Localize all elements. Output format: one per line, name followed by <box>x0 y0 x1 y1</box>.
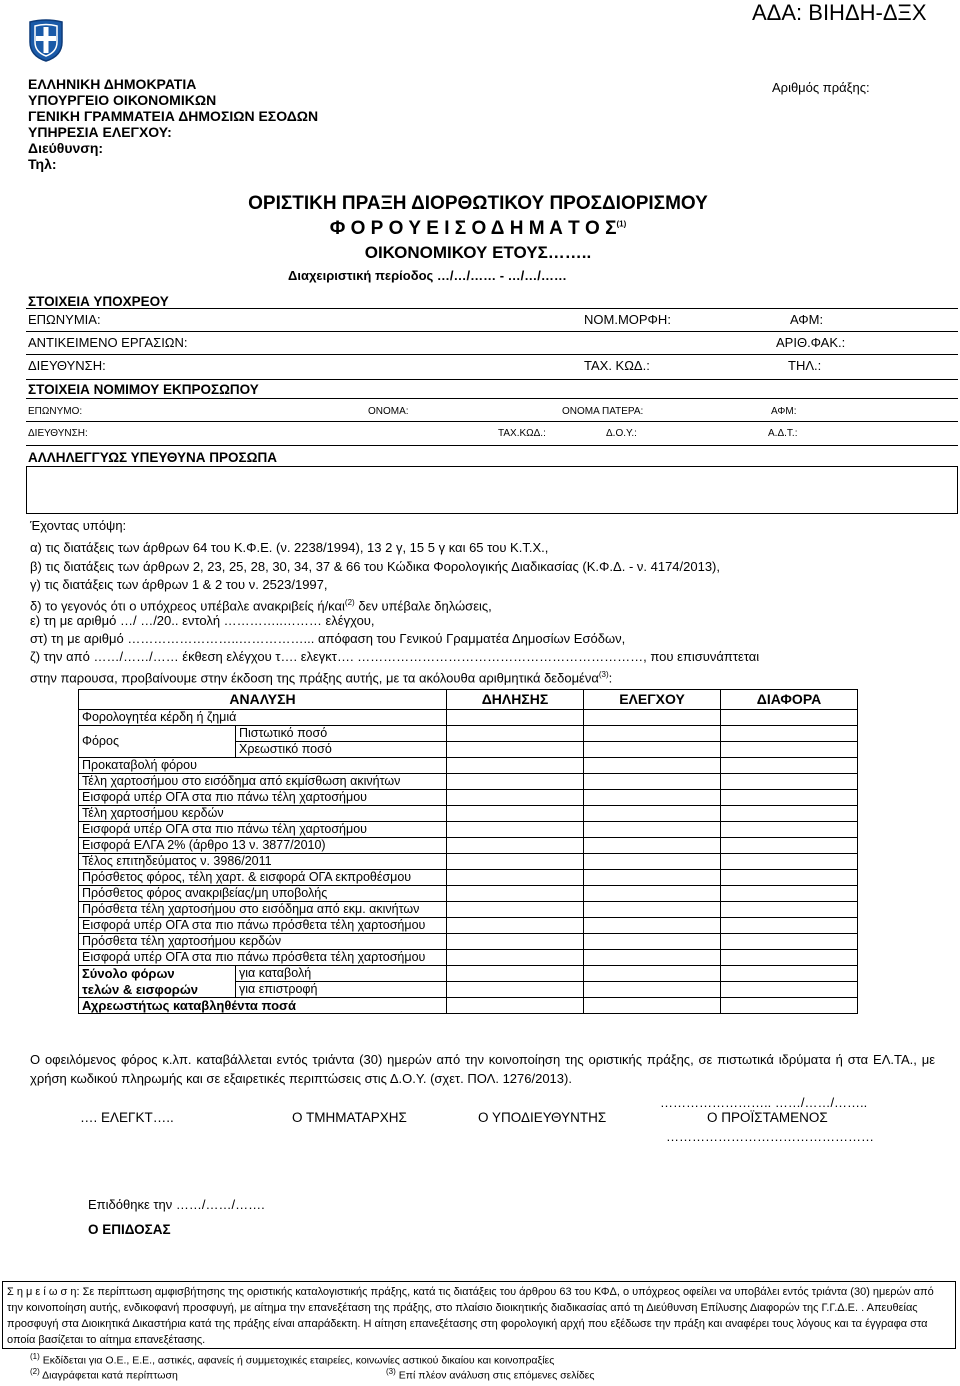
row-label: Τέλη χαρτοσήμου κερδών <box>79 806 447 822</box>
jointly-box <box>26 466 958 514</box>
row-label: Φορολογητέα κέρδη ή ζημιά <box>79 710 447 726</box>
row-label: Εισφορά υπέρ ΟΓΑ στα πιο πάνω τέλη χαρτοσήμου <box>79 822 447 838</box>
header-line: Τηλ: <box>28 156 57 172</box>
row-sublabel: Πιστωτικό ποσό <box>236 726 447 742</box>
column-header: ΔΗΛΗΣΗΣ <box>447 690 584 710</box>
obligor-legal-form: ΝΟΜ.ΜΟΡΦΗ: <box>584 312 671 327</box>
document-title: ΟΡΙΣΤΙΚΗ ΠΡΑΞΗ ΔΙΟΡΘΩΤΙΚΟΥ ΠΡΟΣΔΙΟΡΙΣΜΟΥ <box>248 193 708 214</box>
delivery-date: Επιδόθηκε την ……/……/……. <box>88 1197 265 1212</box>
row-label: Σύνολο φόρων <box>79 966 236 982</box>
rep-adt: Α.Δ.Τ.: <box>768 428 798 439</box>
footnote-ref: (3) <box>386 1367 396 1376</box>
row-sublabel: Χρεωστικό ποσό <box>236 742 447 758</box>
header-line: ΥΠΟΥΡΓΕΙΟ ΟΙΚΟΝΟΜΙΚΩΝ <box>28 92 217 108</box>
table-row <box>79 918 858 934</box>
footnote-text: Διαγράφεται κατά περίπτωση <box>42 1369 178 1382</box>
representative-section-title: ΣΤΟΙΧΕΙΑ ΝΟΜΙΜΟΥ ΕΚΠΡΟΣΩΠΟΥ <box>28 382 259 397</box>
table-row <box>79 710 858 726</box>
row-label: Προκαταβολή φόρου <box>79 758 447 774</box>
considering-item: στην παρουσα, προβαίνουμε στην έκδοση της πράξης αυτής, με τα ακόλουθα αριθμητικά δεδομένα <box>30 670 599 686</box>
management-period: Διαχειριστική περίοδος …/…/…… - …/…/…… <box>288 268 567 283</box>
footnote-ref: (2) <box>30 1367 40 1376</box>
jointly-section-title: ΑΛΛΗΛΕΓΓΥΩΣ ΥΠΕΥΘΥΝΑ ΠΡΟΣΩΠΑ <box>28 450 277 465</box>
obligor-file-no: ΑΡΙΘ.ΦΑΚ.: <box>776 335 846 350</box>
greek-emblem-icon <box>26 18 66 62</box>
obligor-afm: ΑΦΜ: <box>790 312 824 327</box>
considering-item: ζ) την από ……/……/…… έκθεση ελέγχου τ…. ελεγκτ…. …………………………………………………………, που επισυνάπτεται <box>30 649 760 664</box>
signature-head: Ο ΤΜΗΜΑΤΑΡΧΗΣ <box>292 1110 407 1125</box>
obligor-surname: ΕΠΩΝΥΜΙΑ: <box>28 312 101 327</box>
rep-surname: ΕΠΩΝΥΜΟ: <box>28 406 83 417</box>
row-sublabel: για επιστροφή <box>236 982 447 998</box>
header-line: Διεύθυνση: <box>28 140 104 156</box>
table-row <box>79 726 858 742</box>
table-row <box>79 758 858 774</box>
table-row <box>79 934 858 950</box>
row-label: Εισφορά υπέρ ΟΓΑ στα πιο πάνω τέλη χαρτοσήμου <box>79 790 447 806</box>
footnote-ref: (3) <box>598 670 609 679</box>
footer-note-box <box>2 1281 956 1349</box>
row-sublabel: για καταβολή <box>236 966 447 982</box>
obligor-postcode: ΤΑΧ. ΚΩΔ.: <box>584 358 650 373</box>
rep-address: ΔΙΕΥΘΥΝΣΗ: <box>28 428 88 439</box>
representative-box <box>26 398 958 446</box>
ada-code: ΑΔΑ: ΒΙΗΔΗ-ΔΞΧ <box>752 0 927 25</box>
considering-final <box>30 666 612 687</box>
row-label: τελών & εισφορών <box>79 982 236 998</box>
signature-director: Ο ΠΡΟΪΣΤΑΜΕΝΟΣ <box>707 1110 828 1125</box>
considering-colon: : <box>608 670 613 686</box>
row-label: Εισφορά υπέρ ΟΓΑ στα πιο πάνω πρόσθετα τέλη χαρτοσήμου <box>79 918 447 934</box>
row-label: Φόρος <box>79 726 236 758</box>
footnote-1 <box>30 1352 554 1367</box>
rep-doy: Δ.Ο.Υ.: <box>606 428 637 439</box>
table-row <box>79 950 858 966</box>
footnote-ref: (1) <box>616 219 627 229</box>
column-header: ΔΙΑΦΟΡΑ <box>721 690 858 710</box>
obligor-activity: ΑΝΤΙΚΕΙΜΕΝΟ ΕΡΓΑΣΙΩΝ: <box>28 335 188 350</box>
row-label: Εισφορά υπέρ ΟΓΑ στα πιο πάνω πρόσθετα τέλη χαρτοσήμου <box>79 950 447 966</box>
rep-postcode: ΤΑΧ.ΚΩΔ.: <box>498 428 546 439</box>
column-header: ΕΛΕΓΧΟΥ <box>584 690 721 710</box>
table-row <box>79 998 858 1014</box>
row-label: Πρόσθετα τέλη χαρτοσήμου στο εισόδημα από εκμ. ακινήτων <box>79 902 447 918</box>
row-label: Αχρεωστήτως καταβληθέντα ποσά <box>79 998 447 1014</box>
act-number-label: Αριθμός πράξης: <box>772 80 870 95</box>
fiscal-year: ΟΙΚΟΝΟΜΙΚΟΥ ΕΤΟΥΣ…….. <box>364 243 592 262</box>
obligor-section-title: ΣΤΟΙΧΕΙΑ ΥΠΟΧΡΕΟΥ <box>28 294 169 309</box>
footnote-text: Επί πλέον ανάλυση στις επόμενες σελίδες <box>398 1369 595 1382</box>
footnote-3 <box>386 1367 594 1382</box>
considering-item: δ) το γεγονός ότι ο υπόχρεος υπέβαλε ανακριβείς ή/και <box>30 598 345 614</box>
table-row <box>79 886 858 902</box>
header-line: ΕΛΛΗΝΙΚΗ ΔΗΜΟΚΡΑΤΙΑ <box>28 76 197 92</box>
column-header: ΑΝΑΛΥΣΗ <box>79 690 447 710</box>
obligor-address: ΔΙΕΥΘΥΝΣΗ: <box>28 358 106 373</box>
header-block <box>28 76 318 172</box>
table-row <box>79 806 858 822</box>
header-line: ΓΕΝΙΚΗ ΓΡΑΜΜΑΤΕΙΑ ΔΗΜΟΣΙΩΝ ΕΣΟΔΩΝ <box>28 108 319 124</box>
table-row <box>79 774 858 790</box>
rep-name: ΟΝΟΜΑ: <box>368 406 409 417</box>
row-label: Τέλη χαρτοσήμου στο εισόδημα από εκμίσθωση ακινήτων <box>79 774 447 790</box>
header-line: ΥΠΗΡΕΣΙΑ ΕΛΕΓΧΟΥ: <box>28 124 172 140</box>
analysis-table <box>78 689 858 1014</box>
footnote-ref: (2) <box>344 598 355 607</box>
considering-intro: Έχοντας υπόψη: <box>30 518 127 533</box>
table-row <box>79 854 858 870</box>
row-label: Πρόσθετος φόρος, τέλη χαρτ. & εισφορά ΟΓΑ εκπροθέσμου <box>79 870 447 886</box>
footnote-ref: (1) <box>30 1352 40 1361</box>
rep-afm: ΑΦΜ: <box>771 406 797 417</box>
considering-item: στ) τη με αριθμό ……………………..……………... απόφαση του Γενικού Γραμματέα Δημοσίων Εσόδων, <box>30 631 626 646</box>
row-label: Πρόσθετα τέλη χαρτοσήμου κερδών <box>79 934 447 950</box>
payment-note: Ο οφειλόμενος φόρος κ.λπ. καταβάλλεται εντός τριάντα (30) ημερών από την κοινοποίηση της οριστικής πράξης, σε πιστωτικά ιδρύματα ή στα ΕΛ.ΤΑ., με χρήση κωδικού πληρωμής και σε εξαιρετικές περιπτώσεις στις Δ.Ο.Υ. (σχετ. ΠΟΛ. 1276/2013). <box>30 1052 935 1086</box>
table-header-row <box>79 690 858 710</box>
subtitle-text: Φ Ο Ρ Ο Υ Ε Ι Σ Ο Δ Η Μ Α Τ Ο Σ <box>329 218 617 239</box>
considering-item: γ) τις διατάξεις των άρθρων 1 & 2 του ν. 2523/1997, <box>30 577 328 592</box>
considering-item: ε) τη με αριθμό …/ …/20.. εντολή …………..……… ελέγχου, <box>30 613 375 628</box>
document-subtitle <box>0 218 958 240</box>
table-row <box>79 870 858 886</box>
signature-deputy: Ο ΥΠΟΔΙΕΥΘΥΝΤΗΣ <box>478 1110 607 1125</box>
table-row <box>79 902 858 918</box>
footnote-2 <box>30 1367 178 1382</box>
considering-item-tail: δεν υπέβαλε δηλώσεις, <box>358 598 492 614</box>
signature-line: ………………………………………… <box>666 1129 874 1144</box>
table-row <box>79 982 858 998</box>
rep-father-name: ΟΝΟΜΑ ΠΑΤΕΡΑ: <box>562 406 644 417</box>
table-row <box>79 838 858 854</box>
row-label: Εισφορά ΕΛΓΑ 2% (άρθρο 13 ν. 3877/2010) <box>79 838 447 854</box>
row-label: Τέλος επιτηδεύματος ν. 3986/2011 <box>79 854 447 870</box>
delivery-label: Ο ΕΠΙΔΟΣΑΣ <box>88 1222 171 1237</box>
signature-date: …………………….. ……/……/…….. <box>660 1095 868 1110</box>
footer-note: Σ η μ ε ί ω σ η: Σε περίπτωση αμφισβήτησης της οριστικής καταλογιστικής πράξης, κατά τις διατάξεις του άρθρου 63 του ΚΦΔ, ο υπόχρεος οφείλει να υποβάλει εντός τριάντα (30) ημερών από την κοινοποίηση αυτής, ενδικοφανή προσφυγή, με αίτημα την επανεξέταση της πράξης, στο πλαίσιο διοικητικής διαδικασίας από τη Διεύθυνση Επίλυσης Διαφορών της Γ.Γ.Δ.Ε. . Απευθείας προσφυγή στα Διοικητικά Δικαστήρια κατά της πράξης είναι απαράδεκτη. Η αίτηση επανεξέτασης στη φορολογική αρχή που εξέδωσε την πράξη και αναφέρει τους λόγους και τα έγγραφα στα οποία βασίζεται το αίτημα επανεξέτασης. <box>7 1286 934 1346</box>
footnote-text: Εκδίδεται για Ο.Ε., Ε.Ε., αστικές, αφανείς ή συμμετοχικές εταιρείες, κοινωνίες αστικού δικαίου και κοινοπραξίες <box>42 1354 555 1367</box>
row-label: Πρόσθετος φόρος ανακριβείας/μη υποβολής <box>79 886 447 902</box>
signature-auditor: …. ΕΛΕΓΚΤ….. <box>80 1110 174 1125</box>
table-row <box>79 790 858 806</box>
obligor-phone: ΤΗΛ.: <box>788 358 822 373</box>
considering-item: β) τις διατάξεις των άρθρων 2, 23, 25, 28, 30, 34, 37 & 66 του Κώδικα Φορολογικής Διαδικασίας (Κ.Φ.Δ. - ν. 4174/2013), <box>30 559 720 574</box>
table-row <box>79 822 858 838</box>
considering-item: α) τις διατάξεις των άρθρων 64 του Κ.Φ.Ε. (ν. 2238/1994), 13 2 γ, 15 5 γ και 65 του Κ.Τ.Χ., <box>30 540 549 555</box>
table-row <box>79 966 858 982</box>
